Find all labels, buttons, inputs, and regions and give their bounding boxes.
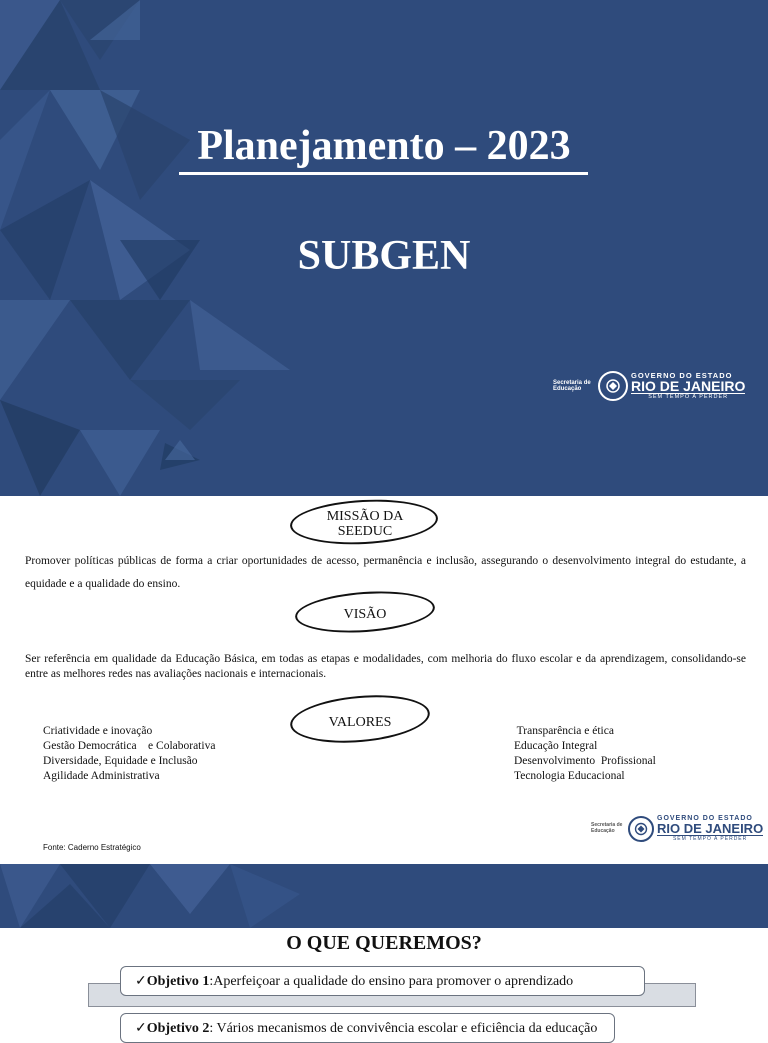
visao-heading: VISÃO	[343, 607, 387, 622]
valores-left-list	[43, 724, 215, 784]
cover-title: Planejamento – 2023	[197, 123, 571, 169]
objective-1-text: :Aperfeiçoar a qualidade do ensino para promover o aprendizado	[209, 974, 574, 989]
objective-1-box	[120, 966, 645, 996]
valores-right-list	[514, 724, 656, 784]
valor-item: Transparência e ética	[514, 725, 614, 737]
secretaria-label: Secretaria de Educação	[591, 822, 623, 834]
missao-heading: MISSÃO DA SEEDUC	[326, 509, 404, 539]
title-underline	[179, 172, 588, 175]
governo-label: GOVERNO DO ESTADO	[631, 370, 733, 380]
estado-label: RIO DE JANEIRO	[657, 821, 764, 836]
government-logo	[591, 815, 763, 842]
slide-header-band	[0, 864, 768, 928]
state-seal-icon	[598, 371, 628, 401]
valores-heading: VALORES	[328, 715, 392, 730]
valor-item: Educação Integral	[514, 740, 598, 752]
objective-2-label: Objetivo 2	[146, 1021, 210, 1036]
objectives-slide	[0, 928, 768, 1036]
slogan-label: SEM TEMPO A PERDER	[657, 835, 763, 842]
objective-2-box	[120, 1013, 615, 1043]
slogan-label: SEM TEMPO A PERDER	[631, 393, 745, 401]
state-seal-icon	[628, 816, 654, 842]
check-icon: ✓	[135, 1021, 147, 1036]
triangle-pattern	[0, 864, 768, 928]
valor-item: Agilidade Administrativa	[43, 770, 160, 782]
cover-subtitle: SUBGEN	[297, 233, 471, 279]
valor-item: Diversidade, Equidade e Inclusão	[43, 755, 198, 767]
valor-item: Desenvolvimento Profissional	[514, 755, 656, 767]
check-icon: ✓	[135, 974, 147, 989]
mission-slide	[0, 496, 768, 864]
objective-1-label: Objetivo 1	[146, 974, 210, 989]
government-logo	[553, 371, 745, 401]
cover-slide	[0, 0, 768, 496]
visao-text: Ser referência em qualidade da Educação Básica, em todas as etapas e modalidades, com melhoria do fluxo escolar e da aprendizagem, consolidando-se entre as melhores redes nas avaliações nacionais e internacionais.	[25, 653, 746, 680]
secretaria-label: Secretaria de Educação	[553, 379, 591, 392]
governo-label: GOVERNO DO ESTADO	[657, 815, 753, 822]
missao-text: Promover políticas públicas de forma a criar oportunidades de acesso, permanência e inclusão, assegurando o desenvolvimento integral do estudante, a equidade e a qualidade do ensino.	[25, 555, 746, 590]
objectives-title: O QUE QUEREMOS?	[286, 932, 482, 954]
valor-item: Criatividade e inovação	[43, 725, 153, 737]
estado-label: RIO DE JANEIRO	[631, 378, 746, 394]
objective-2-text: : Vários mecanismos de convivência escolar e eficiência da educação	[209, 1021, 598, 1036]
valor-item: Gestão Democrática e Colaborativa	[43, 740, 216, 752]
source-note: Fonte: Caderno Estratégico	[43, 843, 141, 852]
valor-item: Tecnologia Educacional	[514, 770, 625, 782]
